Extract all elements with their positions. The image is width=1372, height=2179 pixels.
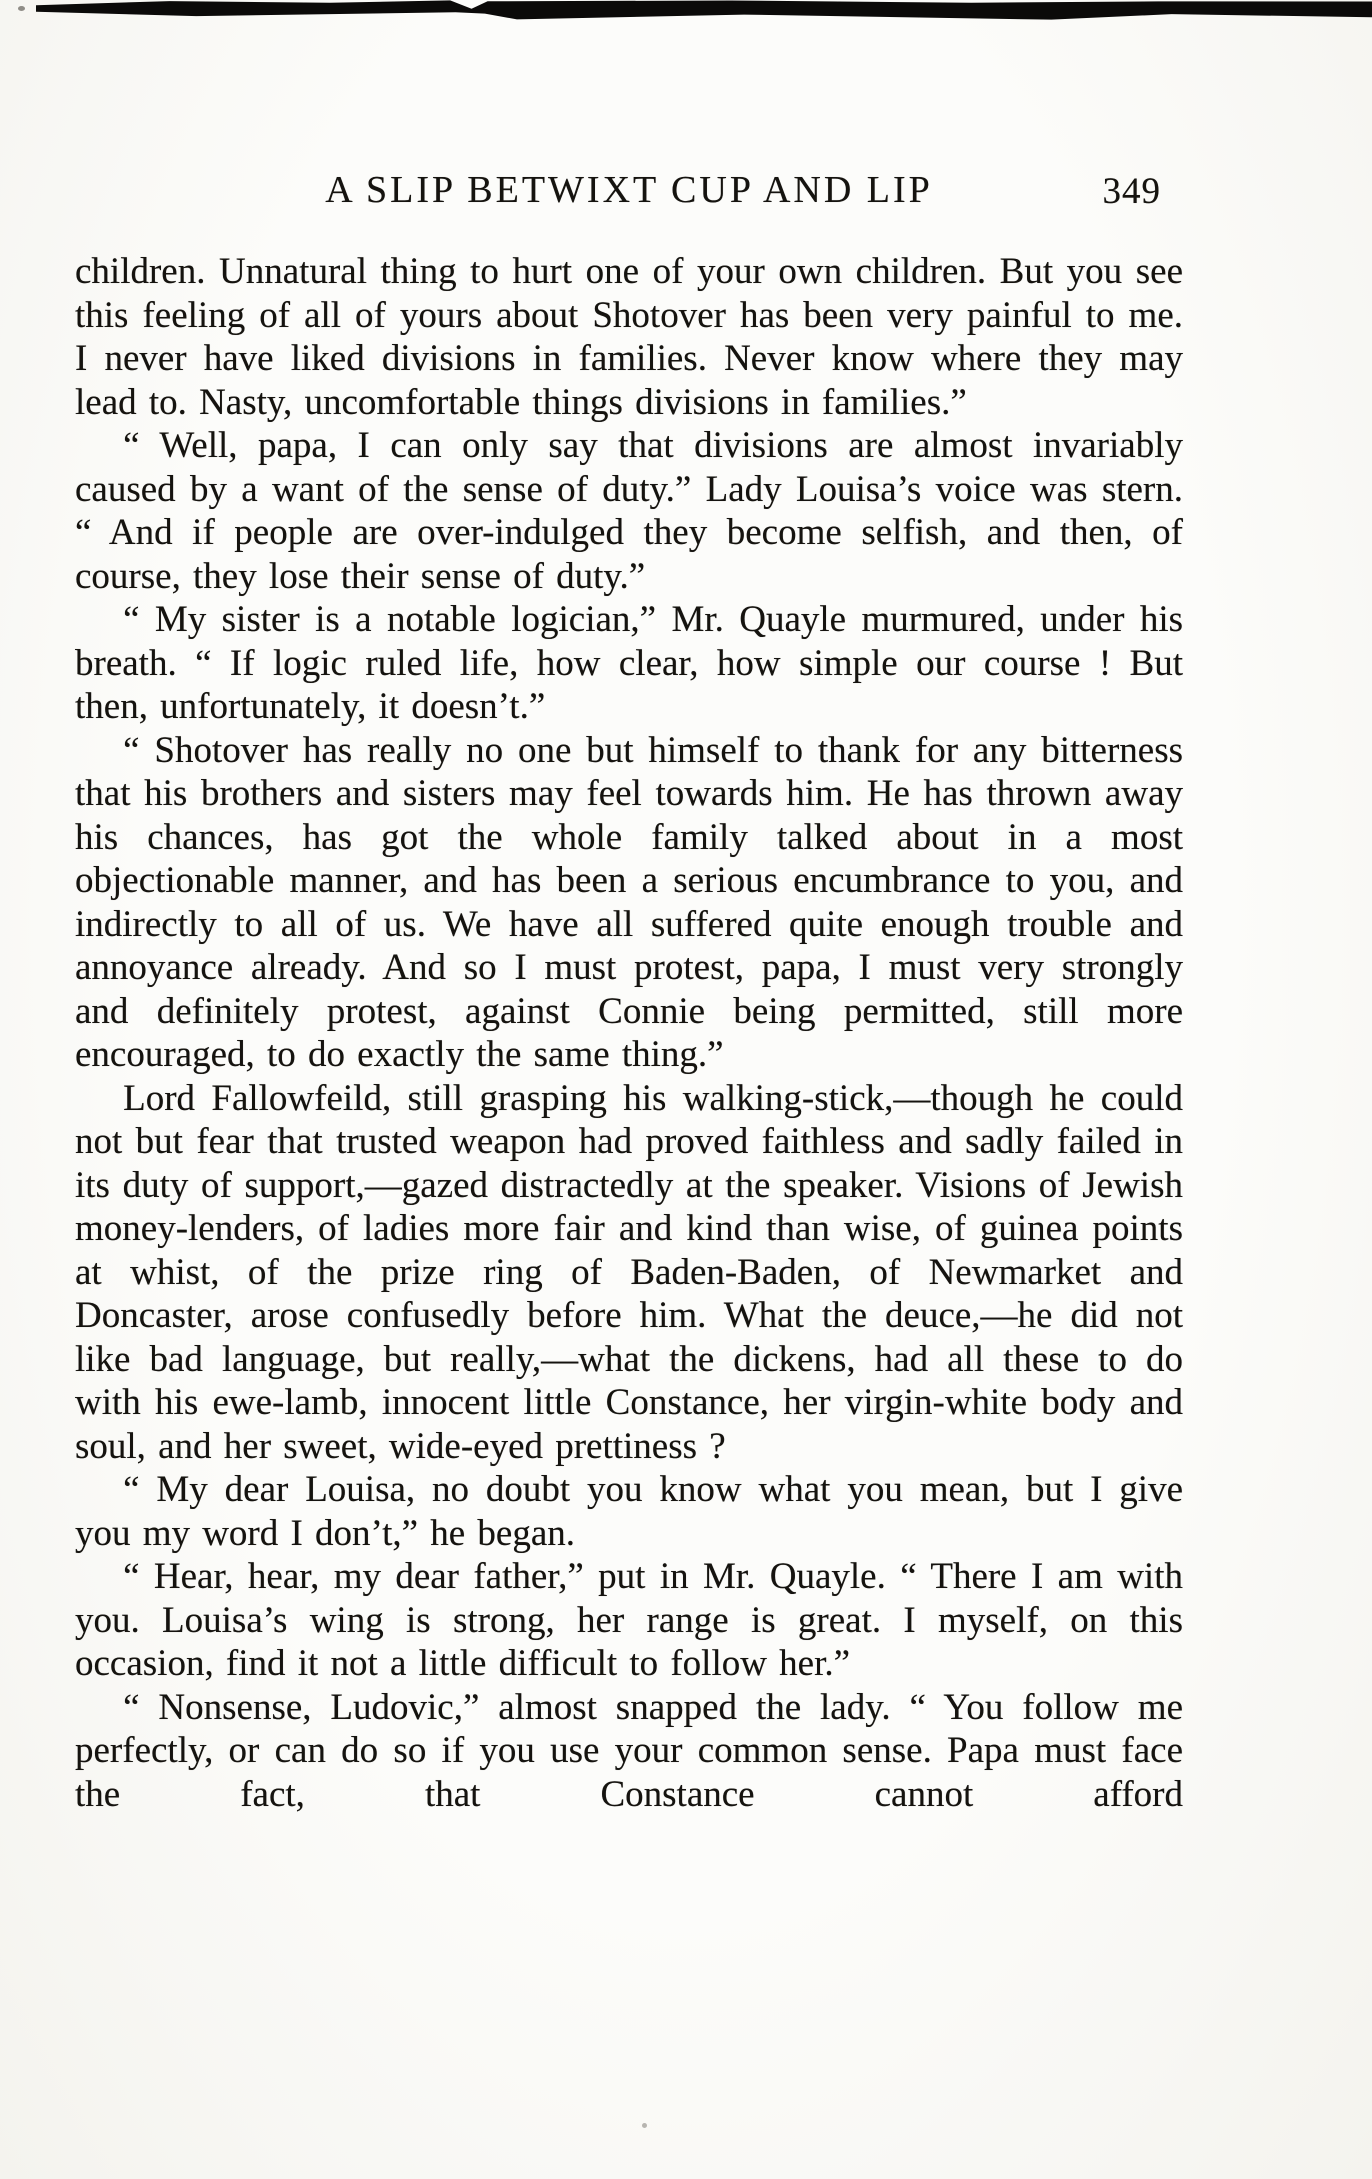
- page-header: [75, 168, 1183, 220]
- paragraph: “ Well, papa, I can only say that divisions are almost invariably caused by a want of the sense of duty.” Lady Louisa’s voice was stern. “ And if people are over-indulged they become selfish, and then, of course, they lose their sense of duty.”: [75, 425, 1183, 597]
- paragraph: “ Shotover has really no one but himself to thank for any bitterness that his brothers and sisters may feel towards him. He has thrown away his chances, has got the whole family talked about in a most objectionable manner, and has been a serious encumbrance to you, and indirectly to all of us. We have all suffered quite enough trouble and annoyance already. And so I must protest, papa, I must very strongly and definitely protest, against Connie being permitted, still more encouraged, to do exactly the same thing.”: [75, 729, 1183, 1075]
- scan-speck: [642, 2123, 647, 2128]
- scan-artifact-bar: [36, 0, 1372, 23]
- paragraph: “ My sister is a notable logician,” Mr. Quayle murmured, under his breath. “ If logic ruled life, how clear, how simple our course ! But then, unfortunately, it doesn’t.”: [75, 599, 1183, 727]
- paragraph: “ My dear Louisa, no doubt you know what you mean, but I give you my word I don’t,” he began.: [75, 1469, 1183, 1554]
- page-body: [75, 250, 1183, 1816]
- paragraph: Lord Fallowfeild, still grasping his walking-stick,—though he could not but fear that trusted weapon had proved faithless and sadly failed in its duty of support,—gazed distractedly at the speaker. Visions of Jewish money-lenders, of ladies more fair and kind than wise, of guinea points at whist, of the prize ring of Baden-Baden, of Newmarket and Doncaster, arose confusedly before him. What the deuce,—he did not like bad language, but really,—what the dickens, had all these to do with his ewe-lamb, innocent little Constance, her virgin-white body and soul, and her sweet, wide-eyed prettiness ?: [75, 1077, 1183, 1467]
- page-number: 349: [1102, 171, 1161, 212]
- paragraph: children. Unnatural thing to hurt one of your own children. But you see this feeling of all of yours about Shotover has been very painful to me. I never have liked divisions in families. Never know where they may lead to. Nasty, uncomfortable things divisions in families.”: [75, 251, 1183, 423]
- paragraph: “ Nonsense, Ludovic,” almost snapped the lady. “ You follow me perfectly, or can do so if you use your common sense. Papa must face the fact, that Constance cannot afford: [75, 1686, 1183, 1815]
- scan-speck: [18, 6, 25, 11]
- paragraph: “ Hear, hear, my dear father,” put in Mr. Quayle. “ There I am with you. Louisa’s wing is strong, her range is great. I myself, on this occasion, find it not a little difficult to follow her.”: [75, 1556, 1183, 1684]
- page-title: A SLIP BETWIXT CUP AND LIP: [325, 169, 933, 211]
